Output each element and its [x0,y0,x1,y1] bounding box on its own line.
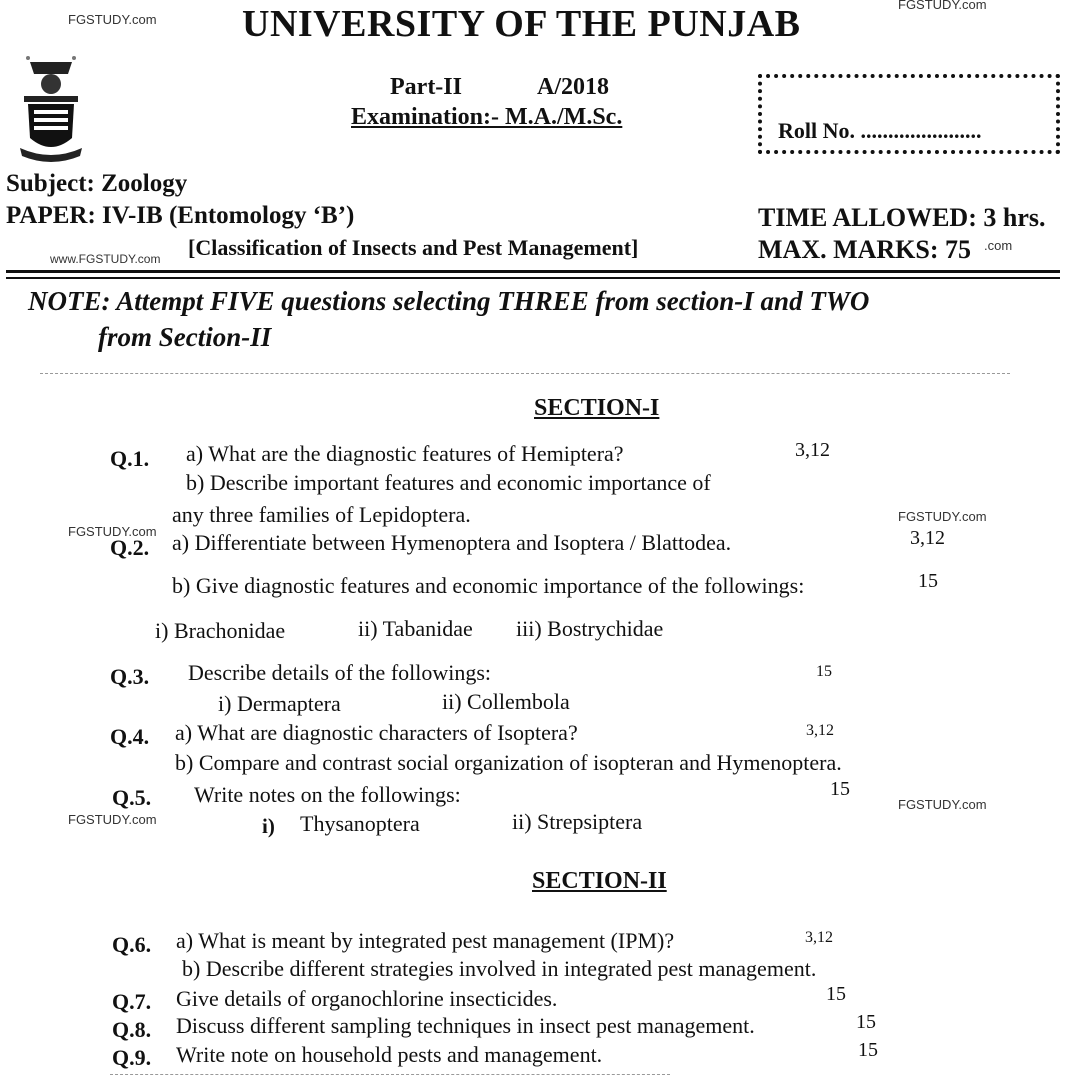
question-marks: 15 [816,663,832,680]
watermark-text: FGSTUDY.com [898,509,987,524]
question-subitem: ii) Collembola [442,689,570,714]
section-title: SECTION-II [532,868,667,894]
question-number: Q.4. [110,724,150,749]
question-marks: 3,12 [805,929,833,946]
time-allowed: TIME ALLOWED: 3 hrs. [758,203,1046,232]
question-marks: 15 [918,570,938,592]
question-subitem: ii) Tabanidae [358,616,473,641]
watermark-text: FGSTUDY.com [68,524,157,539]
question-text: b) Describe important features and economic importance of [186,470,711,495]
question-subitem: i) Brachonidae [155,618,286,643]
university-title: UNIVERSITY OF THE PUNJAB [242,3,801,45]
question-subitem: Thysanoptera [300,811,420,836]
header-rule [6,270,1060,273]
question-number: Q.2. [110,535,150,560]
question-text: Write note on household pests and management. [176,1042,603,1067]
watermark-text: FGSTUDY.com [898,0,987,12]
paper-label: PAPER: IV-IB (Entomology ‘B’) [6,202,355,229]
watermark-text: .com [984,238,1013,253]
section-title: SECTION-I [534,395,660,421]
header-rule [6,277,1060,279]
question-number: Q.6. [112,932,152,957]
question-marks: 15 [826,983,846,1005]
question-subitem: i) [262,814,275,838]
question-marks: 3,12 [806,722,834,739]
examination-label: Examination:- M.A./M.Sc. [351,104,623,130]
question-text: b) Give diagnostic features and economic importance of the followings: [172,573,805,598]
question-subitem: i) Dermaptera [218,691,341,716]
question-number: Q.9. [112,1045,152,1070]
roll-number-label: Roll No. ...................... [778,118,982,143]
question-marks: 15 [830,778,850,800]
max-marks: MAX. MARKS: 75 [758,235,972,264]
part-label: Part-II [390,74,462,100]
instructions-note: NOTE: Attempt FIVE questions selecting THREE from section-I and TWO [28,286,870,316]
session-label: A/2018 [537,74,609,100]
question-marks: 15 [856,1011,876,1033]
university-logo [16,52,86,170]
question-text: a) Differentiate between Hymenoptera and Isoptera / Blattodea. [172,530,732,555]
watermark-text: www.FGSTUDY.com [50,252,161,266]
subject-label: Subject: Zoology [6,170,188,197]
question-text: b) Compare and contrast social organization of isopteran and Hymenoptera. [175,750,842,775]
watermark-text: FGSTUDY.com [68,12,157,27]
question-number: Q.1. [110,446,150,471]
instructions-note: from Section-II [98,322,272,352]
question-subitem: ii) Strepsiptera [512,809,643,834]
question-text: a) What is meant by integrated pest management (IPM)? [176,928,675,953]
question-text: a) What are diagnostic characters of Isoptera? [175,720,578,745]
question-text: a) What are the diagnostic features of Hemiptera? [186,441,624,466]
question-marks: 3,12 [795,439,830,461]
question-number: Q.7. [112,989,152,1014]
question-subitem: iii) Bostrychidae [516,616,664,641]
divider [40,373,1010,374]
question-marks: 15 [858,1039,878,1061]
watermark-text: FGSTUDY.com [898,797,987,812]
watermark-text: FGSTUDY.com [68,812,157,827]
question-text: Write notes on the followings: [194,782,461,807]
question-number: Q.5. [112,785,152,810]
question-text: b) Describe different strategies involved in integrated pest management. [182,956,817,981]
question-text: Give details of organochlorine insecticides. [176,986,558,1011]
question-text: Discuss different sampling techniques in insect pest management. [176,1013,755,1038]
question-text: any three families of Lepidoptera. [172,502,471,527]
question-text: Describe details of the followings: [188,660,492,685]
paper-subtitle: [Classification of Insects and Pest Management] [188,235,639,260]
question-marks: 3,12 [910,527,945,549]
divider [110,1074,670,1075]
question-number: Q.8. [112,1017,152,1042]
question-number: Q.3. [110,664,150,689]
